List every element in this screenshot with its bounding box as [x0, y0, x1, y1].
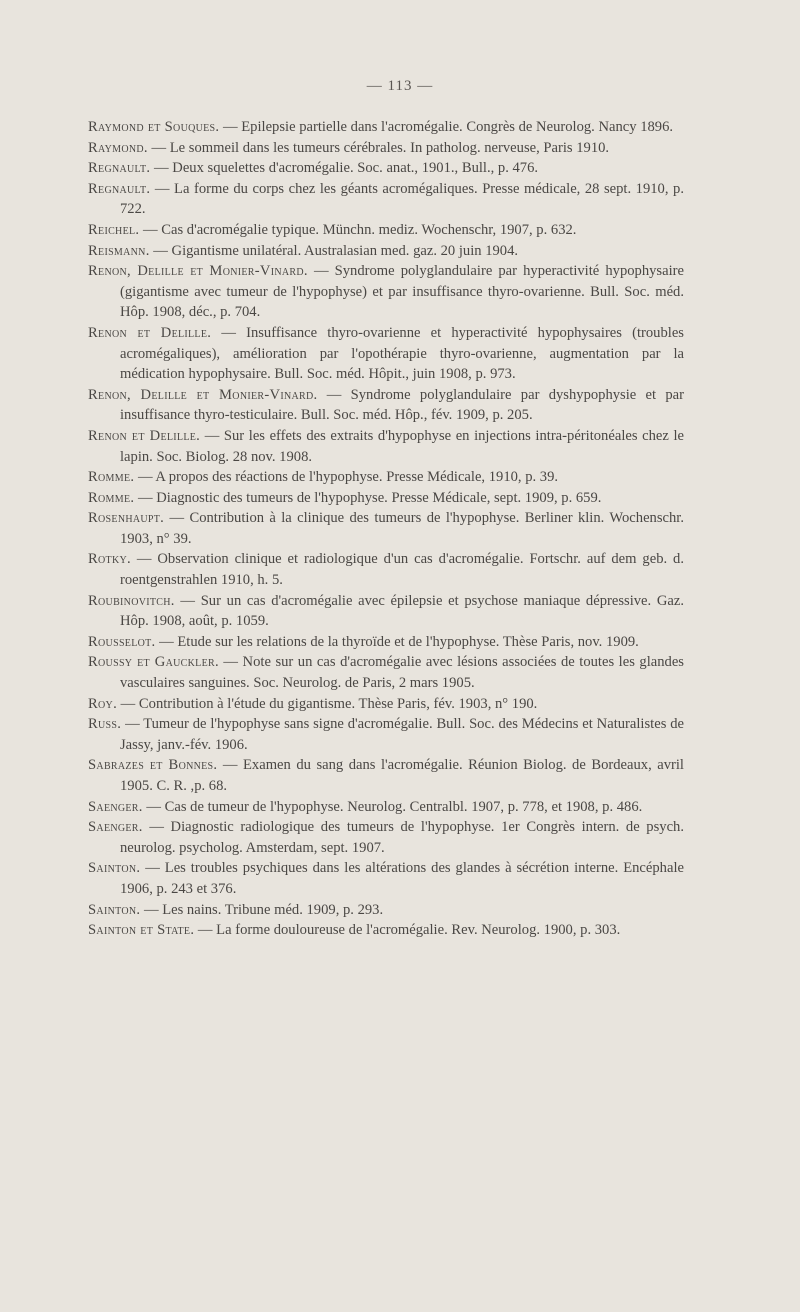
bibliography-entry: [88, 220, 684, 241]
entry-author: Renon, Delille et Monier-Vinard.: [88, 386, 318, 403]
entry-text: — Contribution à la clinique des tumeurs de l'hypophyse. Berliner klin. Wochenschr. 1903, n° 39.: [120, 510, 684, 547]
entry-author: Romme.: [88, 489, 135, 506]
entry-text: — La forme douloureuse de l'acromégalie. Rev. Neurolog. 1900, p. 303.: [194, 922, 621, 939]
entry-author: Renon et Delille.: [88, 324, 212, 341]
entry-text: — Les troubles psychiques dans les altérations des glandes à sécrétion interne. Encéphale 1906, p. 243 et 376.: [120, 860, 684, 897]
page-number: — 113 —: [366, 78, 434, 94]
entry-author: Raymond et Souques.: [88, 119, 220, 135]
entry-text: — Note sur un cas d'acromégalie avec lésions associées de toutes les glandes vasculaires sanguines. Soc. Neurolog. de Paris, 2 mars 1905.: [120, 654, 684, 692]
entry-author: Saenger.: [88, 798, 143, 815]
bibliography-entry: [88, 858, 684, 899]
bibliography-entry: [88, 323, 684, 385]
entry-text: — A propos des réactions de l'hypophyse. Presse Médicale, 1910, p. 39.: [134, 469, 559, 486]
bibliography-entry: [88, 508, 684, 549]
entry-text: — Examen du sang dans l'acromégalie. Réunion Biolog. de Bordeaux, avril 1905. C. R. ,p. 68.: [120, 757, 684, 794]
entry-author: Rotky.: [88, 551, 131, 568]
entry-author: Renon, Delille et Monier-Vinard.: [88, 263, 308, 280]
entry-author: Renon et Delille.: [88, 427, 201, 444]
entry-text: — Epilepsie partielle dans l'acromégalie. Congrès de Neurolog. Nancy 1896.: [219, 119, 674, 135]
entry-text: — Insuffisance thyro-ovarienne et hyperactivité hypophysaires (troubles acromégaliques), amélioration par l'opothérapie thyro-ovarienne, augmentation par la médication hypophysaire. Bull. Soc. méd. Hôpit., juin 1908, p. 973.: [120, 324, 684, 383]
entry-author: Regnault.: [88, 160, 151, 177]
entry-author: Sabrazes et Bonnes.: [88, 757, 218, 774]
entry-author: Sainton et State.: [88, 922, 195, 939]
bibliography-entry: [88, 755, 684, 796]
entry-text: — Observation clinique et radiologique d'un cas d'acromégalie. Fortschr. auf dem geb. d. roentgenstrahlen 1910, h. 5.: [120, 551, 684, 589]
bibliography-entry: [88, 179, 684, 220]
entry-author: Roussy et Gauckler.: [88, 654, 219, 671]
entry-text: — Cas de tumeur de l'hypophyse. Neurolog. Centralbl. 1907, p. 778, et 1908, p. 486.: [142, 798, 643, 815]
bibliography-entry: [88, 817, 684, 858]
bibliography-entry: [88, 261, 684, 323]
entry-text: — La forme du corps chez les géants acromégaliques. Presse médicale, 28 sept. 1910, p. 722.: [120, 180, 684, 218]
entry-author: Regnault.: [88, 180, 151, 197]
entry-author: Romme.: [88, 469, 135, 486]
entry-text: — Syndrome polyglandulaire par hyperactivité hypophysaire (gigantisme avec tumeur de l'hypophyse) et par insuffisance thyro-ovarienne. Bull. Soc. méd. Hôp. 1908, déc., p. 704.: [120, 263, 684, 321]
entry-author: Saenger.: [88, 819, 143, 836]
bibliography-entry: [88, 900, 684, 921]
bibliography-entry: [88, 467, 684, 488]
entry-text: — Deux squelettes d'acromégalie. Soc. anat., 1901., Bull., p. 476.: [150, 160, 539, 177]
entry-author: Sainton.: [88, 901, 141, 918]
bibliography-entry: [88, 652, 684, 693]
entry-text: — Syndrome polyglandulaire par dyshypophysie et par insuffisance thyro-testiculaire. Bull. Soc. méd. Hôp., fév. 1909, p. 205.: [120, 386, 685, 424]
bibliography-entry: [88, 797, 684, 818]
bibliography-entry: [88, 694, 684, 715]
bibliography-entry: [88, 920, 684, 941]
entry-author: Russ.: [88, 716, 122, 733]
bibliography-entry: [88, 138, 684, 159]
entry-text: — Le sommeil dans les tumeurs cérébrales. In patholog. nerveuse, Paris 1910.: [147, 139, 610, 156]
entry-text: — Les nains. Tribune méd. 1909, p. 293.: [140, 901, 384, 918]
bibliography-entry: [88, 385, 684, 426]
entry-author: Roy.: [88, 695, 118, 712]
bibliography-entry: [88, 488, 684, 509]
entry-author: Sainton.: [88, 860, 141, 877]
bibliography-entry: [88, 158, 684, 179]
bibliography-entry: [88, 241, 684, 262]
entry-text: — Contribution à l'étude du gigantisme. Thèse Paris, fév. 1903, n° 190.: [117, 695, 538, 712]
bibliography-entry: [88, 549, 684, 590]
bibliography-entry: [88, 426, 684, 467]
bibliography-entry: [88, 591, 684, 632]
entry-author: Rousselot.: [88, 633, 156, 650]
entry-text: — Diagnostic des tumeurs de l'hypophyse. Presse Médicale, sept. 1909, p. 659.: [134, 489, 602, 506]
entry-author: Roubinovitch.: [88, 592, 175, 609]
entry-text: — Diagnostic radiologique des tumeurs de l'hypophyse. 1er Congrès intern. de psych. neurolog. psycholog. Amsterdam, sept. 1907.: [120, 819, 684, 856]
bibliography-entry: [88, 632, 684, 653]
entry-text: — Sur les effets des extraits d'hypophyse en injections intra-péritonéales chez le lapin. Soc. Biolog. 28 nov. 1908.: [120, 427, 684, 465]
entry-author: Raymond.: [88, 139, 148, 156]
bibliography-entry: [88, 714, 684, 755]
entry-author: Reichel.: [88, 221, 140, 238]
entry-text: — Gigantisme unilatéral. Australasian med. gaz. 20 juin 1904.: [149, 242, 519, 259]
bibliography-list: [88, 117, 684, 941]
entry-text: — Etude sur les relations de la thyroïde et de l'hypophyse. Thèse Paris, nov. 1909.: [155, 633, 639, 650]
entry-text: — Sur un cas d'acromégalie avec épilepsie et psychose maniaque dépressive. Gaz. Hôp. 1908, août, p. 1059.: [120, 592, 684, 630]
entry-text: — Cas d'acromégalie typique. Münchn. mediz. Wochenschr, 1907, p. 632.: [139, 221, 577, 238]
entry-author: Reismann.: [88, 242, 150, 259]
entry-author: Rosenhaupt.: [88, 510, 165, 527]
entry-text: — Tumeur de l'hypophyse sans signe d'acromégalie. Bull. Soc. des Médecins et Naturalistes de Jassy, janv.-fév. 1906.: [120, 716, 684, 753]
bibliography-entry: [88, 117, 684, 138]
